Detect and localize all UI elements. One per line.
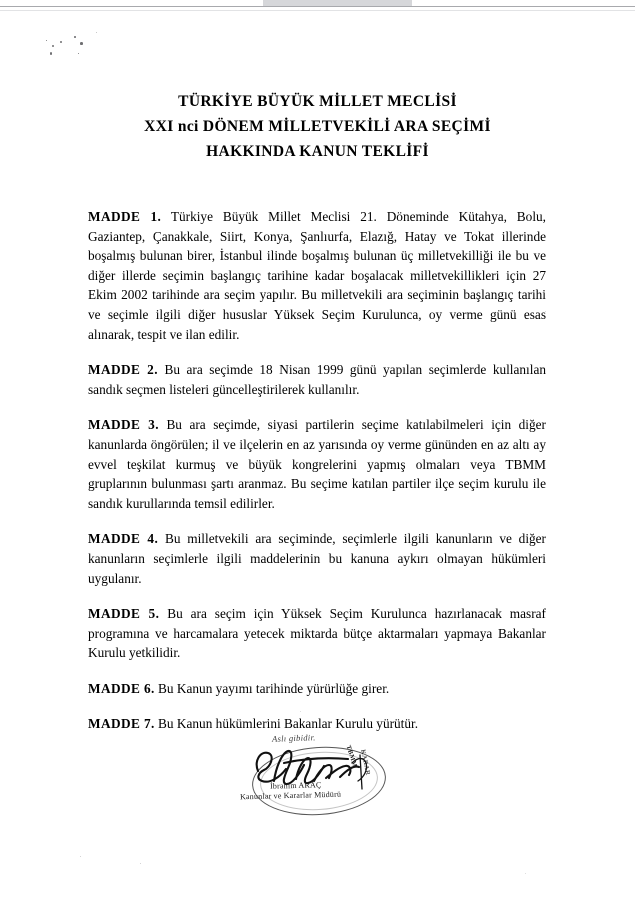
article-madde-1 [88,207,546,344]
article-label: MADDE 2. [88,362,158,378]
scan-artifact-top-rule [0,6,635,7]
scan-speck [96,32,97,33]
scan-speck [74,36,76,38]
scan-speck [50,52,52,55]
article-label: MADDE 4. [88,531,159,547]
article-madde-6 [88,679,546,699]
article-label: MADDE 5. [88,606,160,622]
article-label: MADDE 6. [88,680,155,696]
document-title [0,89,635,164]
article-text: Bu milletvekili ara seçiminde, seçimlerle ilgili kanunların ve diğer kanunların seçimlerle ilgili maddelerinin bu kanuna aykırı olmayan hükümleri uygulanır. [88,531,546,586]
stamp-text-vertical: TBMM [344,744,359,769]
article-text: Türkiye Büyük Millet Meclisi 21. Döneminde Kütahya, Bolu, Gaziantep, Çanakkale, Siirt, Konya, Şanlıurfa, Elazığ, Hatay ve Tokat illerinde boşalmış bulunan birer, İstanbul ilinde boşalmış bulunan üç milletvekilliği ile bu ve diğer illerde seçimin başlangıç tarihine kadar boşalacak milletvekillikleri için 27 Ekim 2002 tarihinde ara seçim yapılır. Bu milletvekili ara seçiminin başlangıç tarihi ve seçimle ilgili diğer hususlar Yüksek Seçim Kurulunca, oy verme günü esas alınarak, tespit ve ilan edilir. [88,209,546,342]
scan-speck [60,41,62,43]
signer-title: Kanunlar ve Kararlar Müdürü [239,789,342,802]
article-label: MADDE 3. [88,417,159,433]
article-label: MADDE 7. [88,716,155,732]
article-text: Bu ara seçim için Yüksek Seçim Kurulunca hazırlanacak masraf programına ve harcamalara yetecek miktarda bütçe aktarmaları yapmaya Bakanlar Kurulu yetkilidir. [88,606,546,661]
title-line-2: XXI nci DÖNEM MİLLETVEKİLİ ARA SEÇİMİ [144,118,491,135]
article-text: Bu ara seçimde 18 Nisan 1999 günü yapılan seçimlerde kullanılan sandık seçmen listeleri güncelleştirilerek kullanılır. [88,362,546,397]
article-text: Bu Kanun hükümlerini Bakanlar Kurulu yürütür. [154,716,419,732]
scan-speck [80,856,81,857]
scan-speck [80,42,83,45]
title-line-1: TÜRKİYE BÜYÜK MİLLET MECLİSİ [178,93,457,110]
stamp-text-vertical-2: KARAR [359,748,372,777]
article-madde-2 [88,360,546,399]
article-madde-5 [88,604,546,663]
article-text: Bu ara seçimde, siyasi partilerin seçime katılabilmeleri için diğer kanunlarda öngörülen; il ve ilçelerin en az yarısında oy verme gününden en az altı ay evvel teşkilat kurmuş ve büyük kongrelerini yapmış olmaları veya TBMM gruplarının bulunması şartı aranmaz. Bu seçime katılan partiler ilçe seçim kurulu ile sandık kurullarında temsil edilirler. [88,417,546,511]
asli-gibidir-label: Aslı gibidir. [271,732,316,744]
document-page [0,11,635,898]
title-line-3: HAKKINDA KANUN TEKLİFİ [206,143,429,160]
document-body [88,207,546,750]
certification-stamp-block [232,729,402,829]
article-text: Bu Kanun yayımı tarihinde yürürlüğe girer. [154,680,390,696]
article-label: MADDE 1. [88,209,162,224]
scan-speck [140,863,141,864]
article-madde-4 [88,529,546,588]
scan-speck [525,873,526,874]
article-madde-3 [88,415,546,513]
scan-speck [78,53,79,54]
scan-speck [52,45,54,47]
scan-speck [46,40,47,41]
signer-name: İbrahim ARAÇ [269,780,322,791]
